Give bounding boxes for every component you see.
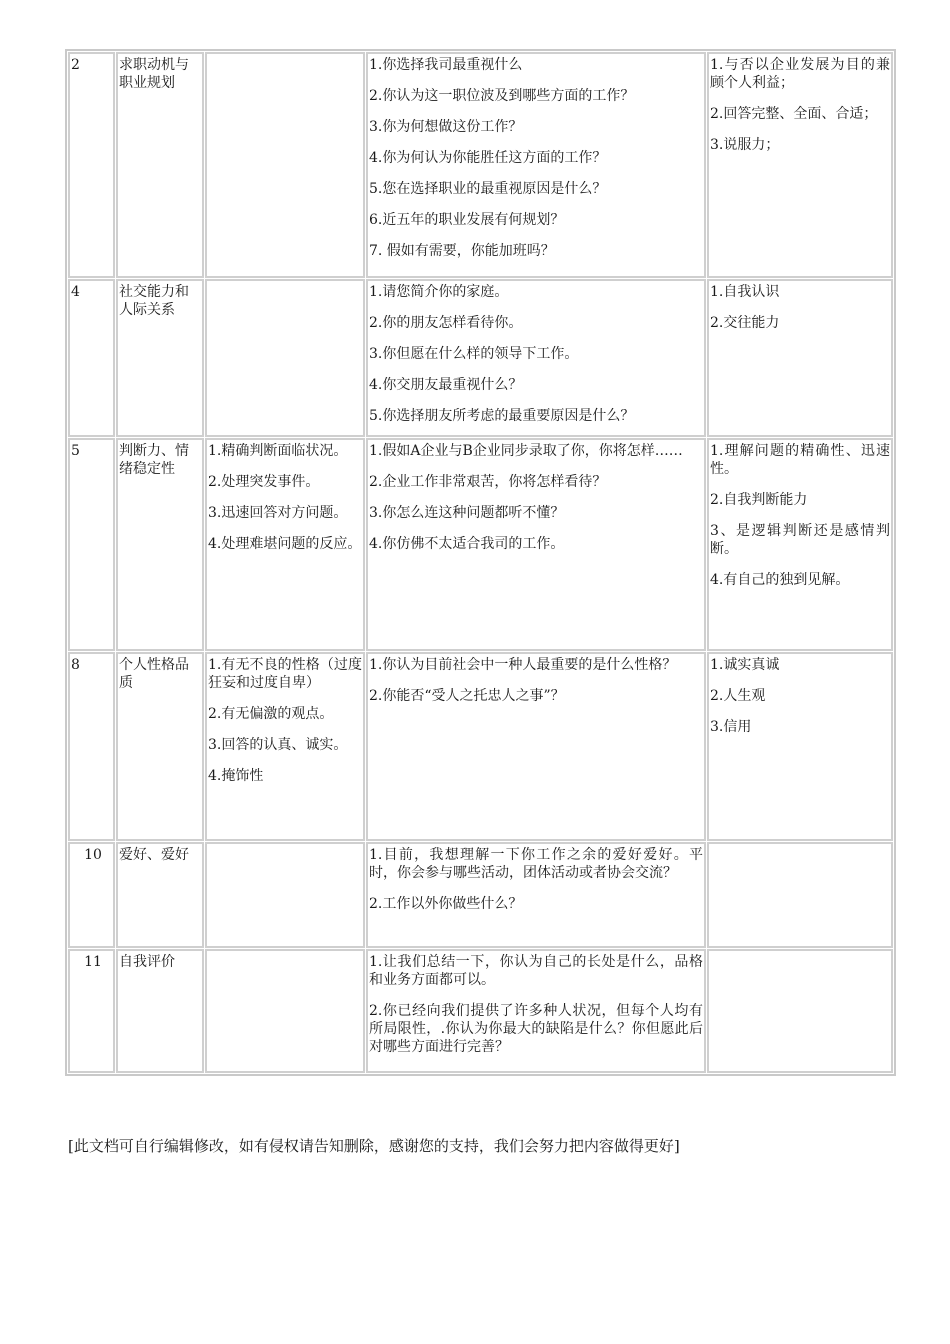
list-item: 1.诚实真诚 bbox=[710, 657, 780, 673]
list-item: 2.你能否“受人之托忠人之事”？ bbox=[369, 688, 565, 704]
list-item: 2.处理突发事件。 bbox=[208, 474, 320, 490]
questions-cell bbox=[366, 652, 706, 841]
focus-cell bbox=[205, 438, 365, 651]
row-number: 5 bbox=[68, 438, 115, 651]
list-item: 1.与否以企业发展为目的兼顾个人利益； bbox=[710, 57, 890, 91]
list-item: 1.你选择我司最重视什么 bbox=[369, 57, 523, 73]
list-item: 4.你为何认为你能胜任这方面的工作？ bbox=[369, 150, 607, 166]
list-item: 1.请您简介你的家庭。 bbox=[369, 284, 509, 300]
list-item: 4.你仿佛不太适合我司的工作。 bbox=[369, 536, 565, 552]
list-item: 4.掩饰性 bbox=[208, 768, 264, 784]
list-item: 2.自我判断能力 bbox=[710, 492, 808, 508]
row-number: 10 bbox=[68, 842, 115, 948]
list-item: 1.有无不良的性格（过度狂妄和过度自卑） bbox=[208, 657, 362, 691]
list-item: 3.信用 bbox=[710, 719, 752, 735]
list-item: 2.有无偏激的观点。 bbox=[208, 706, 334, 722]
list-item: 2.人生观 bbox=[710, 688, 766, 704]
topic-cell: 个人性格品质 bbox=[116, 652, 204, 841]
focus-cell bbox=[205, 842, 365, 948]
list-item: 7. 假如有需要，你能加班吗？ bbox=[369, 243, 555, 259]
list-item: 3.你怎么连这种问题都听不懂？ bbox=[369, 505, 565, 521]
list-item: 2.交往能力 bbox=[710, 315, 780, 331]
list-item: 2.工作以外你做些什么？ bbox=[369, 896, 523, 912]
list-item: 1.假如A企业与B企业同步录取了你，你将怎样…… bbox=[369, 443, 683, 459]
list-item: 1.你认为目前社会中一种人最重要的是什么性格？ bbox=[369, 657, 677, 673]
questions-cell bbox=[366, 279, 706, 437]
table-row bbox=[68, 279, 893, 437]
footer-note: [此文档可自行编辑修改，如有侵权请告知删除，感谢您的支持，我们会努力把内容做得更好] bbox=[68, 1137, 680, 1155]
table-row bbox=[68, 652, 893, 841]
list-item: 6.近五年的职业发展有何规划？ bbox=[369, 212, 565, 228]
row-number: 11 bbox=[68, 949, 115, 1073]
topic-cell: 社交能力和人际关系 bbox=[116, 279, 204, 437]
list-item: 2.你认为这一职位波及到哪些方面的工作？ bbox=[369, 88, 635, 104]
table-row bbox=[68, 842, 893, 948]
topic-cell: 判断力、情绪稳定性 bbox=[116, 438, 204, 651]
list-item: 3、是逻辑判断还是感情判断。 bbox=[710, 523, 890, 557]
evaluation-cell bbox=[707, 438, 893, 651]
list-item: 1.让我们总结一下，你认为自己的长处是什么，品格和业务方面都可以。 bbox=[369, 954, 703, 988]
focus-cell bbox=[205, 279, 365, 437]
list-item: 3.你但愿在什么样的领导下工作。 bbox=[369, 346, 579, 362]
topic-cell: 自我评价 bbox=[116, 949, 204, 1073]
row-number: 4 bbox=[68, 279, 115, 437]
list-item: 2.你的朋友怎样看待你。 bbox=[369, 315, 523, 331]
row-number: 2 bbox=[68, 52, 115, 278]
list-item: 3.你为何想做这份工作？ bbox=[369, 119, 523, 135]
list-item: 1.目前，我想理解一下你工作之余的爱好爱好。平时，你会参与哪些活动，团体活动或者协会交流？ bbox=[369, 847, 703, 881]
list-item: 3.说服力； bbox=[710, 137, 780, 153]
questions-cell bbox=[366, 842, 706, 948]
focus-cell bbox=[205, 949, 365, 1073]
list-item: 2.你已经向我们提供了许多种人状况，但每个人均有所局限性，.你认为你最大的缺陷是什么？你但愿此后对哪些方面进行完善？ bbox=[369, 1003, 703, 1055]
evaluation-cell bbox=[707, 279, 893, 437]
list-item: 5.你选择朋友所考虑的最重要原因是什么？ bbox=[369, 408, 635, 424]
evaluation-cell bbox=[707, 52, 893, 278]
row-number: 8 bbox=[68, 652, 115, 841]
questions-cell bbox=[366, 949, 706, 1073]
list-item: 1.自我认识 bbox=[710, 284, 780, 300]
focus-cell bbox=[205, 52, 365, 278]
table-row bbox=[68, 949, 893, 1073]
list-item: 5.您在选择职业的最重视原因是什么？ bbox=[369, 181, 607, 197]
interview-question-table bbox=[65, 49, 896, 1076]
list-item: 4.有自己的独到见解。 bbox=[710, 572, 850, 588]
topic-cell: 爱好、爱好 bbox=[116, 842, 204, 948]
list-item: 1.精确判断面临状况。 bbox=[208, 443, 348, 459]
list-item: 2.企业工作非常艰苦，你将怎样看待？ bbox=[369, 474, 607, 490]
questions-cell bbox=[366, 52, 706, 278]
evaluation-cell bbox=[707, 949, 893, 1073]
list-item: 2.回答完整、全面、合适； bbox=[710, 106, 878, 122]
list-item: 1.理解问题的精确性、迅速性。 bbox=[710, 443, 890, 477]
evaluation-cell bbox=[707, 842, 893, 948]
table-row bbox=[68, 52, 893, 278]
focus-cell bbox=[205, 652, 365, 841]
topic-cell: 求职动机与职业规划 bbox=[116, 52, 204, 278]
evaluation-cell bbox=[707, 652, 893, 841]
list-item: 4.你交朋友最重视什么？ bbox=[369, 377, 523, 393]
list-item: 3.回答的认真、诚实。 bbox=[208, 737, 348, 753]
list-item: 4.处理难堪问题的反应。 bbox=[208, 536, 362, 552]
list-item: 3.迅速回答对方问题。 bbox=[208, 505, 348, 521]
questions-cell bbox=[366, 438, 706, 651]
table-row bbox=[68, 438, 893, 651]
